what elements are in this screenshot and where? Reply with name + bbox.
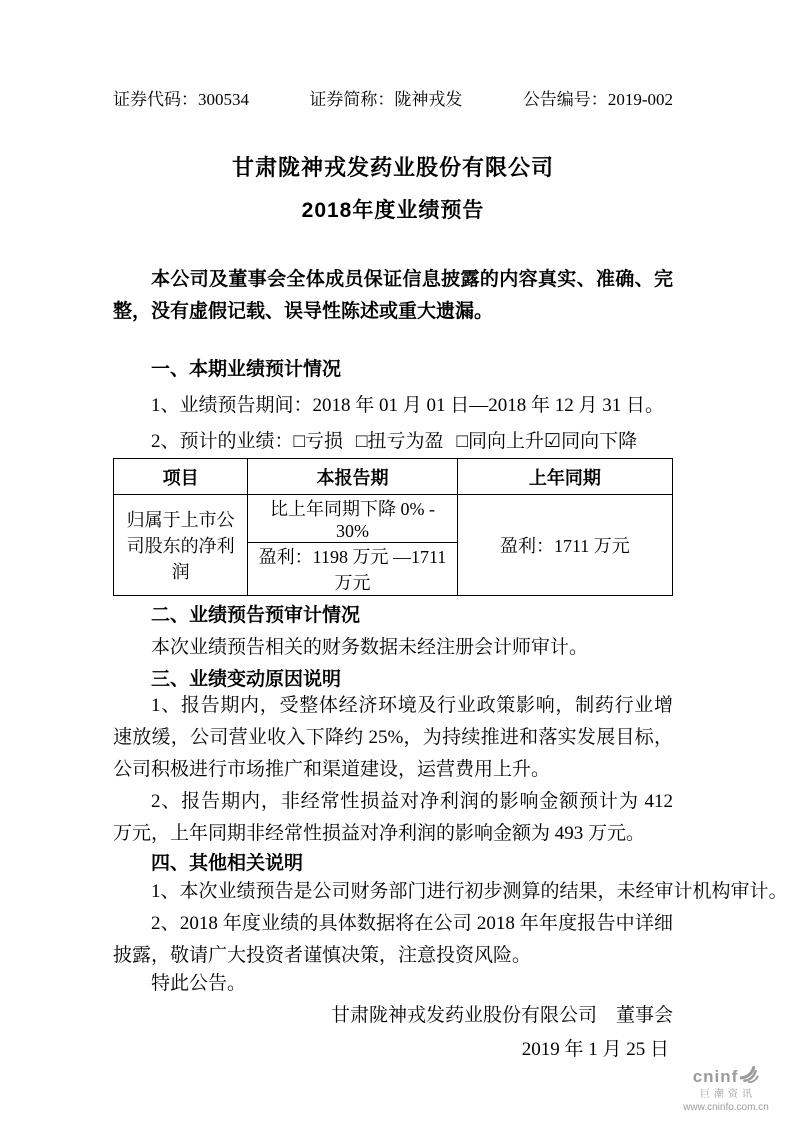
option-loss-label: 亏损	[305, 431, 344, 452]
option-decline-label: 同向下降	[561, 431, 638, 452]
section2-heading: 二、业绩预告预审计情况	[151, 605, 361, 626]
stock-code-field	[113, 88, 249, 112]
document-header-row	[113, 88, 673, 112]
section4-paragraph-1: 1、本次业绩预告是公司财务部门进行初步测算的结果，未经审计机构审计。	[151, 881, 788, 902]
prior-period-profit-cell: 盈利：1711 万元	[457, 495, 672, 596]
current-period-change-cell: 比上年同期下降 0% - 30%	[248, 495, 458, 543]
disclaimer-paragraph: 本公司及董事会全体成员保证信息披露的内容真实、准确、完整，没有虚假记载、误导性陈述或重大遗漏。	[113, 269, 673, 322]
checkbox-unchecked-icon: □	[293, 431, 305, 452]
signature-date: 2019 年 1 月 25 日	[521, 1039, 669, 1060]
option-turnaround	[356, 431, 444, 452]
stock-name-field	[309, 88, 462, 112]
option-decline	[544, 431, 637, 452]
cninfo-logo	[665, 1066, 787, 1114]
closing-statement: 特此公告。	[151, 973, 247, 994]
section1-heading: 一、本期业绩预计情况	[151, 359, 342, 380]
announcement-no-value: 2019-002	[607, 90, 673, 109]
table-row	[114, 495, 673, 543]
announcement-subject-title: 2018年度业绩预告	[301, 199, 485, 222]
option-rise-label: 同向上升	[468, 431, 545, 452]
table-header-current-period: 本报告期	[248, 459, 458, 495]
table-header-row	[114, 459, 673, 495]
checkbox-unchecked-icon: □	[456, 431, 468, 452]
company-name-title: 甘肃陇神戎发药业股份有限公司	[231, 155, 554, 180]
swirl-icon	[740, 1066, 759, 1088]
announcement-no-field	[523, 88, 673, 112]
current-period-profit-cell: 盈利：1198 万元 —1711 万元	[248, 543, 458, 596]
cninfo-brand-row	[665, 1066, 787, 1088]
option-loss	[294, 431, 344, 452]
option-rise	[457, 431, 545, 452]
net-profit-item-cell: 归属于上市公司股东的净利润	[114, 495, 248, 596]
section4-heading: 四、其他相关说明	[151, 853, 304, 874]
table-header-item: 项目	[114, 459, 248, 495]
forecast-type-line	[113, 426, 673, 458]
section3-paragraph-1: 1、报告期内，受整体经济环境及行业政策影响，制药行业增速放缓，公司营业收入下降约 25%，为持续推进和落实发展目标，公司积极进行市场推广和渠道建设，运营费用上升。	[113, 695, 673, 780]
cninfo-brand-text: cninf	[692, 1067, 739, 1086]
table-header-prior-period: 上年同期	[457, 459, 672, 495]
performance-forecast-table	[113, 458, 673, 596]
signature-company: 甘肃陇神戎发药业股份有限公司 董事会	[330, 1005, 673, 1026]
document-content	[113, 0, 788, 1066]
checkbox-unchecked-icon: □	[356, 431, 368, 452]
section4-paragraph-2: 2、2018 年度业绩的具体数据将在公司 2018 年年度报告中详细披露，敬请广大投资者谨慎决策，注意投资风险。	[113, 913, 673, 966]
stock-name-value: 陇神戎发	[394, 90, 463, 109]
stock-name-label: 证券简称：	[309, 90, 395, 109]
checkbox-checked-icon: ☑	[544, 431, 562, 452]
forecast-period-line: 1、业绩预告期间：2018 年 01 月 01 日—2018 年 12 月 31 日。	[151, 395, 665, 416]
section2-body: 本次业绩预告相关的财务数据未经注册会计师审计。	[151, 637, 589, 658]
cninfo-url: www.cninfo.com.cn	[683, 1102, 769, 1113]
forecast-type-label: 2、预计的业绩：	[151, 431, 294, 452]
stock-code-label: 证券代码：	[113, 90, 198, 109]
section3-paragraph-2: 2、报告期内，非经常性损益对净利润的影响金额预计为 412 万元，上年同期非经常性损益对净利润的影响金额为 493 万元。	[113, 791, 673, 844]
announcement-no-label: 公告编号：	[522, 90, 608, 109]
cninfo-chinese-name: 巨潮资讯	[700, 1089, 756, 1100]
option-turnaround-label: 扭亏为盈	[367, 431, 444, 452]
section3-heading: 三、业绩变动原因说明	[151, 669, 342, 690]
stock-code-value: 300534	[198, 90, 249, 109]
